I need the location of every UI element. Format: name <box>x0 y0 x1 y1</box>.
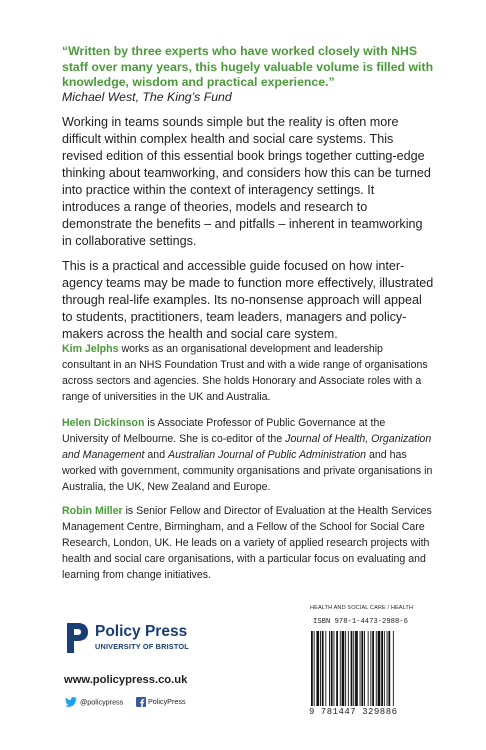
endorsement-attribution: Michael West, The King’s Fund <box>62 90 232 104</box>
author-bio-dickinson <box>62 415 434 495</box>
author-name: Robin Miller <box>62 505 123 517</box>
isbn-barcode <box>310 631 426 706</box>
journal-title: Journal of Health, Organization and Management <box>62 433 432 461</box>
author-bio-text: works as an organisational development and leadership consultant in an NHS Foundation Trust and with a wide range of organisations across sectors and agencies. She holds Honorary and Associate roles with a range of universities in the UK and Australia. <box>62 343 428 403</box>
barcode-digits: 9 781447 329886 <box>309 707 398 717</box>
author-bio-text: and <box>144 449 169 461</box>
author-name: Kim Jelphs <box>62 343 119 355</box>
author-bio-miller <box>62 503 434 583</box>
facebook-link[interactable] <box>136 697 186 707</box>
journal-title: Australian Journal of Public Administration <box>168 449 367 461</box>
isbn-text: ISBN 978-1-4473-2988-6 <box>313 618 408 626</box>
policy-press-mark-icon <box>64 621 90 655</box>
publisher-url[interactable]: www.policypress.co.uk <box>64 674 188 686</box>
author-name: Helen Dickinson <box>62 417 145 429</box>
twitter-icon <box>64 697 78 708</box>
twitter-link[interactable] <box>64 697 123 708</box>
author-bio-text: and has worked with government, community organisations and private organisations in Australia, the UK, New Zealand and Europe. <box>62 449 433 493</box>
author-bio-text: is Associate Professor of Public Governance at the University of Melbourne. She is co-editor of the <box>62 417 386 445</box>
description-paragraph-1: Working in teams sounds simple but the reality is often more difficult within complex health and social care systems. This revised edition of this essential book brings together cutting-edge thinking about teamworking, and considers how this can be turned into practice within the context of interagency settings. It introduces a range of theories, models and research to demonstrate the benefits – and pitfalls – inherent in teamworking in collaborative settings. <box>62 115 431 248</box>
publisher-subtitle: UNIVERSITY OF BRISTOL <box>95 642 189 651</box>
facebook-handle: PolicyPress <box>148 697 186 706</box>
description-paragraph-2: This is a practical and accessible guide focused on how inter-agency teams may be made to function more effectively, illustrated through real-life examples. Its no-nonsense approach will appeal to students, practitioners, team leaders, managers and policy-makers across the health and social care system. <box>62 259 434 341</box>
author-bio-jelphs <box>62 341 434 405</box>
policy-press-logo <box>64 621 224 655</box>
author-bio-text: is Senior Fellow and Director of Evaluation at the Health Services Management Centre, Birmingham, and a Fellow of the School for Social Care Research, London, UK. He leads on a variety of applied research projects with health and social care organisations, with a particular focus on evaluating and learning from change initiatives. <box>62 505 432 581</box>
publisher-name: Policy Press <box>95 623 188 640</box>
facebook-icon <box>136 697 146 707</box>
endorsement-quote: “Written by three experts who have worked closely with NHS staff over many years, this hugely valuable volume is filled with knowledge, wisdom and practical experience.” <box>62 44 434 89</box>
twitter-handle: @policypress <box>80 697 124 707</box>
subject-category: HEALTH AND SOCIAL CARE / HEALTH <box>310 605 414 611</box>
